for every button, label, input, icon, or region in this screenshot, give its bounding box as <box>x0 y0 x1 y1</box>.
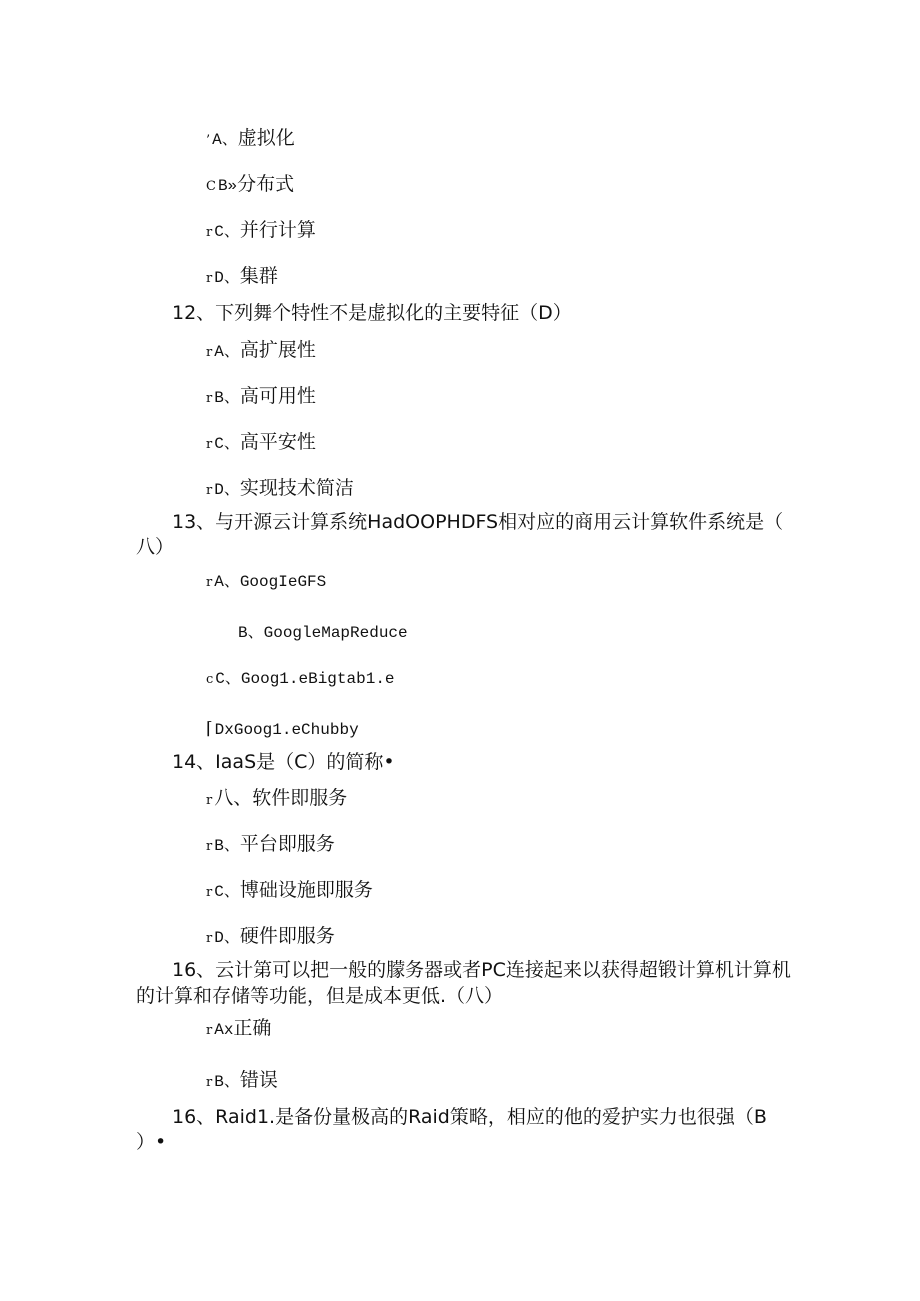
list-item <box>206 716 359 742</box>
option-label: 八、 <box>214 787 253 809</box>
list-item <box>206 218 316 245</box>
option-label: C、 <box>215 670 241 688</box>
list-item <box>206 476 354 503</box>
list-item <box>238 619 408 645</box>
radio-marker: r <box>206 839 213 854</box>
option-label: A、 <box>214 343 240 361</box>
option-text: 高可用性 <box>239 385 316 407</box>
radio-marker: C <box>206 179 216 194</box>
radio-marker: r <box>206 225 213 240</box>
list-item <box>206 338 316 365</box>
option-text: 博础设施即服务 <box>239 879 373 901</box>
radio-marker: r <box>206 1023 213 1038</box>
option-text: 高平安性 <box>239 431 316 453</box>
radio-marker: r <box>206 271 213 286</box>
option-label: D、 <box>214 929 240 947</box>
radio-marker: r <box>206 575 213 590</box>
list-item <box>206 1068 278 1095</box>
option-label: C、 <box>214 883 240 901</box>
list-item <box>206 172 294 199</box>
list-item <box>206 568 326 595</box>
option-label: Ax <box>214 1021 234 1039</box>
list-item <box>206 1016 271 1043</box>
radio-marker: ⌈ <box>206 719 213 739</box>
option-text: 正确 <box>233 1017 272 1039</box>
radio-marker: r <box>206 437 213 452</box>
option-text: 软件即服务 <box>252 787 348 809</box>
question-13: 13、与开源云计算系统HadOOPHDFS相对应的商用云计算软件系统是（ <box>172 511 784 533</box>
radio-marker: r <box>206 931 213 946</box>
list-item <box>206 665 395 692</box>
question-16: 16、云计第可以把一般的朦务器或者PC连接起来以获得超锻计算机计算机 <box>172 959 791 981</box>
list-item <box>206 832 335 859</box>
option-text: 硬件即服务 <box>239 925 335 947</box>
list-item <box>206 878 373 905</box>
option-text: 集群 <box>239 265 278 287</box>
list-item <box>206 924 335 951</box>
radio-marker: r <box>206 345 213 360</box>
option-label: D、 <box>214 481 240 499</box>
option-label: C、 <box>214 435 240 453</box>
option-text: 虚拟化 <box>237 127 295 149</box>
option-label: A、 <box>212 131 238 149</box>
list-item <box>206 126 295 153</box>
radio-marker: r <box>206 391 213 406</box>
option-label: B、 <box>238 624 264 642</box>
question-13-continued: 八） <box>136 536 175 558</box>
option-label: A、 <box>214 573 240 591</box>
option-label: C、 <box>214 223 240 241</box>
option-text: GoogIeGFS <box>239 573 327 591</box>
radio-marker: ’ <box>206 133 211 148</box>
radio-marker: r <box>206 793 213 808</box>
list-item <box>206 786 347 813</box>
option-label: Dx <box>214 721 234 739</box>
option-text: 平台即服务 <box>239 833 335 855</box>
option-text: 分布式 <box>237 173 295 195</box>
radio-marker: c <box>206 672 214 687</box>
option-text: Goog1.eChubby <box>233 721 359 739</box>
option-text: 实现技术简洁 <box>239 477 354 499</box>
question-12: 12、下列舞个特性不是虚拟化的主要特征（D） <box>172 302 572 324</box>
question-16-continued: 的计算和存储等功能，但是成本更低.（八） <box>136 985 504 1007</box>
option-label: B、 <box>214 837 240 855</box>
radio-marker: r <box>206 1075 213 1090</box>
option-text: 错误 <box>239 1069 278 1091</box>
option-label: B» <box>217 177 238 195</box>
option-label: B、 <box>214 389 240 407</box>
option-text: GoogleMapReduce <box>263 624 408 642</box>
list-item <box>206 384 316 411</box>
radio-marker: r <box>206 483 213 498</box>
option-label: B、 <box>214 1073 240 1091</box>
question-14: 14、IaaS是（C）的简称• <box>172 751 395 773</box>
question-16-raid-continued: ）• <box>136 1131 167 1153</box>
radio-marker: r <box>206 885 213 900</box>
question-16-raid: 16、Raid1.是备份量极高的Raid策略，相应的他的爱护实力也很强（B <box>172 1106 767 1128</box>
option-text: Goog1.eBigtab1.e <box>240 670 395 688</box>
option-text: 并行计算 <box>239 219 316 241</box>
option-text: 高扩展性 <box>239 339 316 361</box>
list-item <box>206 430 316 457</box>
option-label: D、 <box>214 269 240 287</box>
list-item <box>206 264 278 291</box>
